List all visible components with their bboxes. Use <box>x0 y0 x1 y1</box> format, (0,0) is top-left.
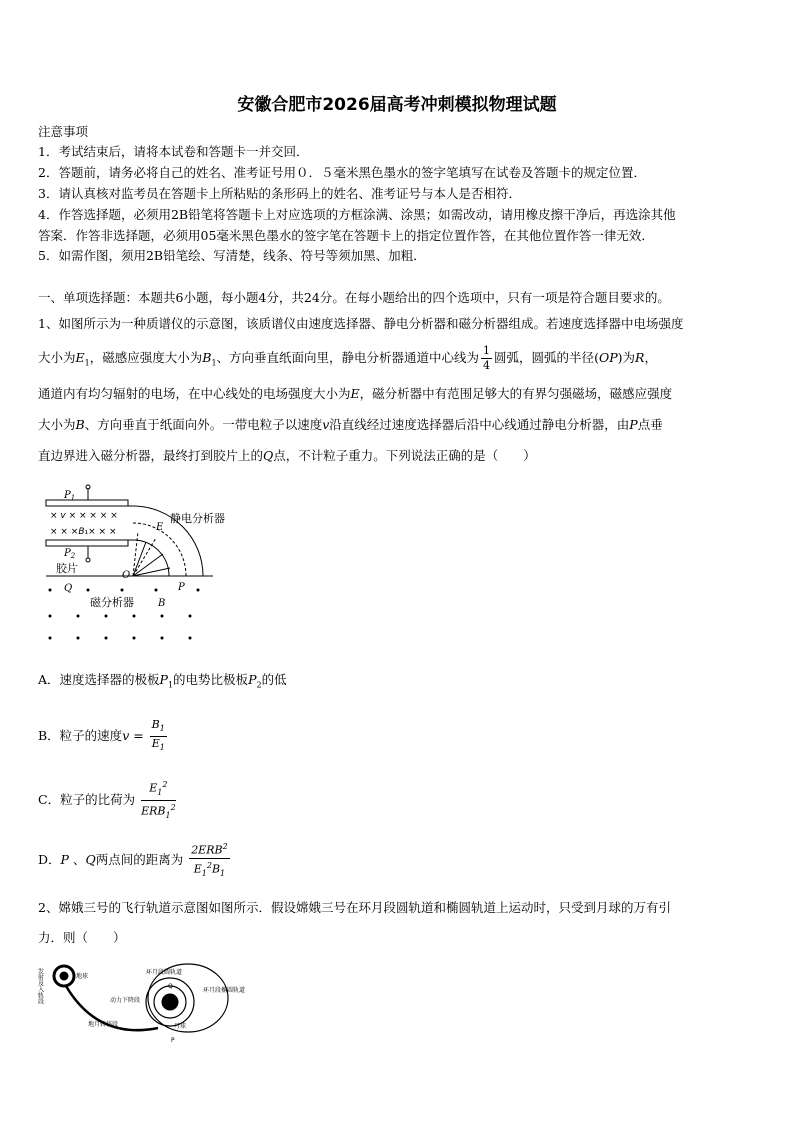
q1-option-a: A．速度选择器的极板$P_1$的电势比极板$P_2$的低 <box>38 672 287 690</box>
label-e: E <box>156 522 164 533</box>
q2-line-2: 力．则（ ） <box>38 930 126 945</box>
label-circ-orbit: 环月段圆轨道 <box>146 969 183 976</box>
svg-text:× × ×B₁× × ×: × × ×B₁× × × <box>50 527 117 537</box>
q1-line-3: 通道内有均匀辐射的电场，在中心线处的电场强度大小为E，磁分析器中有范围足够大的有界匀强磁场，磁感应强度 <box>38 386 673 401</box>
q2-line-1: 2、嫦娥三号的飞行轨道示意图如图所示．假设嫦娥三号在环月段圆轨道和椭圆轨道上运动时，只受到月球的万有引 <box>38 900 671 915</box>
svg-text:× v × × × × ×: × v × × × × × <box>50 511 118 521</box>
q1-line-4: 大小为B、方向垂直于纸面向外。一带电粒子以速度v沿直线经过速度选择器后沿中心线通过静电分析器，由P点垂 <box>38 417 663 432</box>
q1-option-d: D．P 、Q两点间的距离为 $\frac{2ERB^2}{E_1^2B_1}$ <box>38 842 228 878</box>
page-title: 安徽合肥市2026届高考冲刺模拟物理试题 <box>237 95 557 115</box>
label-q: Q <box>64 583 73 594</box>
label-p: P <box>178 582 185 593</box>
q1-line-5: 直边界进入磁分析器，最终打到胶片上的Q点，不计粒子重力。下列说法正确的是（ ） <box>38 448 536 463</box>
quarter-fraction: $\frac{1}{4}$ <box>483 344 491 372</box>
orbit-diagram <box>38 958 278 1048</box>
q1-option-c: C．粒子的比荷为 $\frac{E_1^2}{ERB_1^2}$ <box>38 780 176 820</box>
label-film: 胶片 <box>56 562 78 575</box>
mass-spectrometer-diagram <box>38 482 258 647</box>
label-moon: 月球 <box>174 1023 187 1030</box>
label-p2: $P_2$ <box>64 548 76 560</box>
notice-heading: 注意事项 <box>38 124 89 139</box>
label-analyzer: 静电分析器 <box>170 512 225 525</box>
label-o: O <box>122 570 131 581</box>
label-q: Q <box>168 983 173 990</box>
section-heading: 一、单项选择题：本题共6小题，每小题4分，共24分。在每小题给出的四个选项中，只有一项是符合题目要求的。 <box>38 290 670 305</box>
q1-line-1: 1、如图所示为一种质谱仪的示意图，该质谱仪由速度选择器、静电分析器和磁分析器组成。若速度选择器中电场强度 <box>38 316 684 331</box>
q1-line-2: 大小为$E_1$，磁感应强度大小为$B_1$、方向垂直纸面向里，静电分析器通道中心线为 $\frac{1}{4}$ 圆弧，圆弧的半径(OP)为R， <box>38 344 657 372</box>
label-ellip-orbit: 环月段椭圆轨道 <box>203 987 246 994</box>
notice-item: 答案．作答非选择题，必须用05毫米黑色墨水的签字笔在答题卡上的指定位置作答，在其他位置作答一律无效． <box>38 228 654 243</box>
q1-option-b: B．粒子的速度v = $\frac{B_1}{E_1}$ <box>38 718 165 753</box>
notice-item: 4．作答选择题，必须用2B铅笔将答题卡上对应选项的方框涂满、涂黑；如需改动，请用橡皮擦干净后，再选涂其他 <box>38 207 676 222</box>
label-mag: 磁分析器 <box>90 596 134 609</box>
notice-item: 1．考试结束后，请将本试卷和答题卡一并交回． <box>38 144 309 159</box>
label-earth: 地球 <box>76 973 89 980</box>
label-transfer: 地月转移段 <box>88 1021 119 1028</box>
notice-item: 2．答题前，请务必将自己的姓名、准考证号用０．５毫米黑色墨水的签字笔填写在试卷及答题卡的规定位置． <box>38 165 646 180</box>
label-p1: $P_1$ <box>64 490 76 502</box>
label-launch: 发射及入轨段 <box>36 968 44 1004</box>
notice-item: 5．如需作图，须用2B铅笔绘、写清楚，线条、符号等须加黑、加粗． <box>38 248 426 263</box>
label-b: B <box>158 598 166 609</box>
notice-item: 3．请认真核对监考员在答题卡上所粘贴的条形码上的姓名、准考证号与本人是否相符． <box>38 186 521 201</box>
label-p: P <box>171 1037 175 1044</box>
label-descent: 动力下降段 <box>110 997 141 1004</box>
